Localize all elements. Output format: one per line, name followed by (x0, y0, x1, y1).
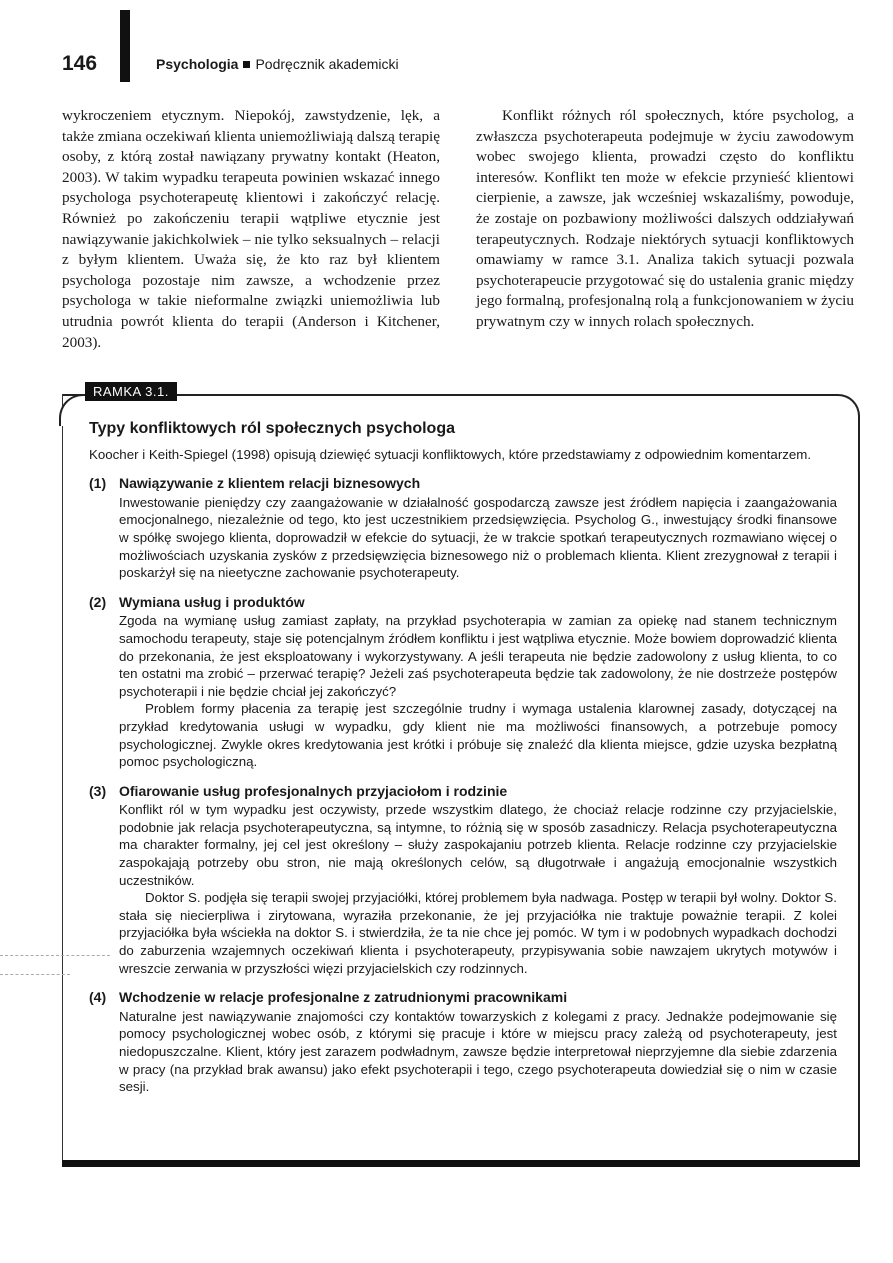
box-title: Typy konfliktowych ról społecznych psychologa (89, 420, 455, 437)
box-item-2 (89, 594, 837, 771)
item-body (119, 612, 837, 770)
box-bottom-rule (62, 1160, 860, 1167)
square-bullet-icon (243, 61, 250, 68)
item-title: Ofiarowanie usług profesjonalnych przyjaciołom i rodzinie (119, 782, 508, 799)
page-header (62, 10, 842, 80)
item-paragraph: Naturalne jest nawiązywanie znajomości czy kontaktów towarzyskich z kolegami z pracy. Jednakże podejmowanie się pomocy psychologicznej wobec osób, z którymi się pracuje i które w miejscu pracy zależą od psychoterapeuty, jest niedopuszczalne. Klient, który jest zarazem podwładnym, zawsze będzie interpretował nieprzyjemne dla siebie zdarzenia w pracy (na przykład brak awansu) jako efekt psychoterapii i tego, czego psychoterapeuta dowiedział się o nim w czasie sesji. (119, 1008, 837, 1095)
box-intro: Koocher i Keith-Spiegel (1998) opisują dziewięć sytuacji konfliktowych, które przedstawiamy z odpowiednim komentarzem. (89, 446, 812, 462)
running-head (156, 56, 399, 72)
item-number: (4) (89, 989, 107, 1006)
item-heading (89, 989, 837, 1007)
box-item-1 (89, 475, 837, 582)
right-column (476, 106, 854, 333)
item-paragraph: Konflikt ról w tym wypadku jest oczywisty, przede wszystkim dlatego, że chociaż relacje rodzinne czy przyjacielskie, podobnie jak relacja psychoterapeutyczna, są intymne, to różnią się w sposób zasadniczy. Relacja psychoterapeutyczna ma charakter formalny, jej cel jest określony – służy zaspokajaniu potrzeb klienta. Relacje rodzinne czy przyjacielskie zaspokajają potrzeby obu stron, nie mają określonych celów, są długotrwałe i angażują emocjonalnie wszystkich uczestników. (119, 802, 837, 888)
item-title: Wchodzenie w relacje profesjonalne z zatrudnionymi pracownikami (119, 989, 568, 1006)
item-number: (1) (89, 475, 107, 492)
item-number: (2) (89, 593, 107, 610)
box-item-3 (89, 783, 837, 978)
item-body (119, 494, 837, 582)
item-body (119, 801, 837, 977)
book-subtitle: Podręcznik akademicki (255, 56, 399, 72)
item-heading (89, 594, 837, 612)
page-number: 146 (62, 52, 98, 75)
item-heading (89, 475, 837, 493)
book-title: Psychologia (156, 56, 239, 72)
box-item-4 (89, 989, 837, 1096)
box-content (89, 420, 837, 1108)
item-paragraph: Inwestowanie pieniędzy czy zaangażowanie w działalność gospodarczą zawsze jest źródłem napięcia i zaangażowania emocjonalnego, niezależnie od tego, kto jest uczestnikiem przedsięwzięcia. Psycholog G., inwestujący środki finansowe w spółkę swojego klienta, doprowadził w efekcie do sytuacji, że w trakcie spotkań terapeutycznych rozmawiano więcej o możliwościach uzyskania zysków z przedsięwzięcia biznesowego niż o problemach klienta. Klient zrezygnował z terapii i poskarżył się na nieetyczne zachowanie psychoterapeuty. (119, 494, 837, 581)
left-column-text: wykroczeniem etycznym. Niepokój, zawstydzenie, lęk, a także zmiana oczekiwań klienta uniemożliwiają dalszą terapię osoby, z którą został nawiązany prywatny kontakt (Heaton, 2003). W takim wypadku terapeuta powinien wskazać innego psychologa psychoterapeutę klientowi i zakończyć relację. Również po zakończeniu terapii wątpliwe etycznie jest nawiązywanie jakichkolwiek – nie tylko seksualnych – relacji z byłym klientem. Uważa się, że kto raz był klientem psychologa pozostaje nim zawsze, a wchodzenie przez psychologa w takie nieformalne związki uniemożliwia lub utrudnia powrót klienta do terapii (Anderson i Kitchener, 2003). (62, 107, 440, 351)
item-title: Wymiana usług i produktów (119, 593, 305, 610)
scan-artifact-line (0, 974, 70, 975)
left-column (62, 106, 440, 353)
item-paragraph: Doktor S. podjęła się terapii swojej przyjaciółki, której problemem była nadwaga. Postęp w terapii był wolny. Doktor S. stała się niecierpliwa i zirytowana, wyraziła przekonanie, że jej przyjaciółka nie traktuje poważnie terapii. Z kolei przyjaciółka była wściekła na doktor S. i stwierdziła, że ta nie chce jej pomóc. W tym i w podobnych wypadkach dochodzi do zaburzenia wzajemnych oczekiwań klienta i psychoterapeuty, przypisywania sobie nawzajem ukrytych motywów i wreszcie zerwania w przyszłości więzi przyjacielskich czy rodzinnych. (119, 890, 837, 976)
header-divider-bar (120, 10, 130, 82)
item-paragraph: Problem formy płacenia za terapię jest szczególnie trudny i wymaga ustalenia klarownej zasady, dotyczącej na przykład kredytowania usługi w wypadku, gdy klient nie ma możliwości finansowych, a potrzebuje pomocy psychologicznej. Zwykle okres kredytowania jest krótki i próbuje się znaleźć dla klienta miejsce, gdzie uzyska bezpłatną pomoc psychologiczną. (119, 701, 837, 770)
item-body (119, 1008, 837, 1096)
item-paragraph: Zgoda na wymianę usług zamiast zapłaty, na przykład psychoterapia w zamian za opiekę nad stanem technicznym samochodu terapeuty, staje się potencjalnym źródłem konfliktu i jest wątpliwa etycznie. Może bowiem doprowadzić klienta do przekonania, że jest eksploatowany i wykorzystywany. A jeśli terapeuta nie będzie zadowolony z usług klienta, to co ten ostatni ma zrobić – przerwać terapię? Jeżeli zaś psychoterapeuta będzie tak zadowolony, że nie dostrzeże postępów psychoterapii i nie będzie chciał jej zakończyć? (119, 613, 837, 699)
ramka-box (62, 384, 860, 1164)
ramka-label: RAMKA 3.1. (85, 382, 177, 401)
right-column-text: Konflikt różnych ról społecznych, które psycholog, a zwłaszcza psychoterapeuta podejmuje w życiu zawodowym wobec swojego klienta, prowadzi często do konfliktu interesów. Konflikt ten może w efekcie przynieść klientowi cierpienie, a zawsze, jak wcześniej wskazaliśmy, powoduje, że zostaje on pozbawiony możliwości dalszych oddziaływań terapeutycznych. Rodzaje niektórych sytuacji konfliktowych omawiamy w ramce 3.1. Analiza takich sytuacji pozwala psychoterapeucie przygotować się do ustalenia granic między jego formalną, profesjonalną rolą a funkcjonowaniem w życiu prywatnym czy w innych rolach społecznych. (476, 107, 854, 330)
item-title: Nawiązywanie z klientem relacji biznesowych (119, 475, 421, 492)
scan-artifact-line (0, 955, 110, 956)
item-number: (3) (89, 782, 107, 799)
item-heading (89, 783, 837, 801)
